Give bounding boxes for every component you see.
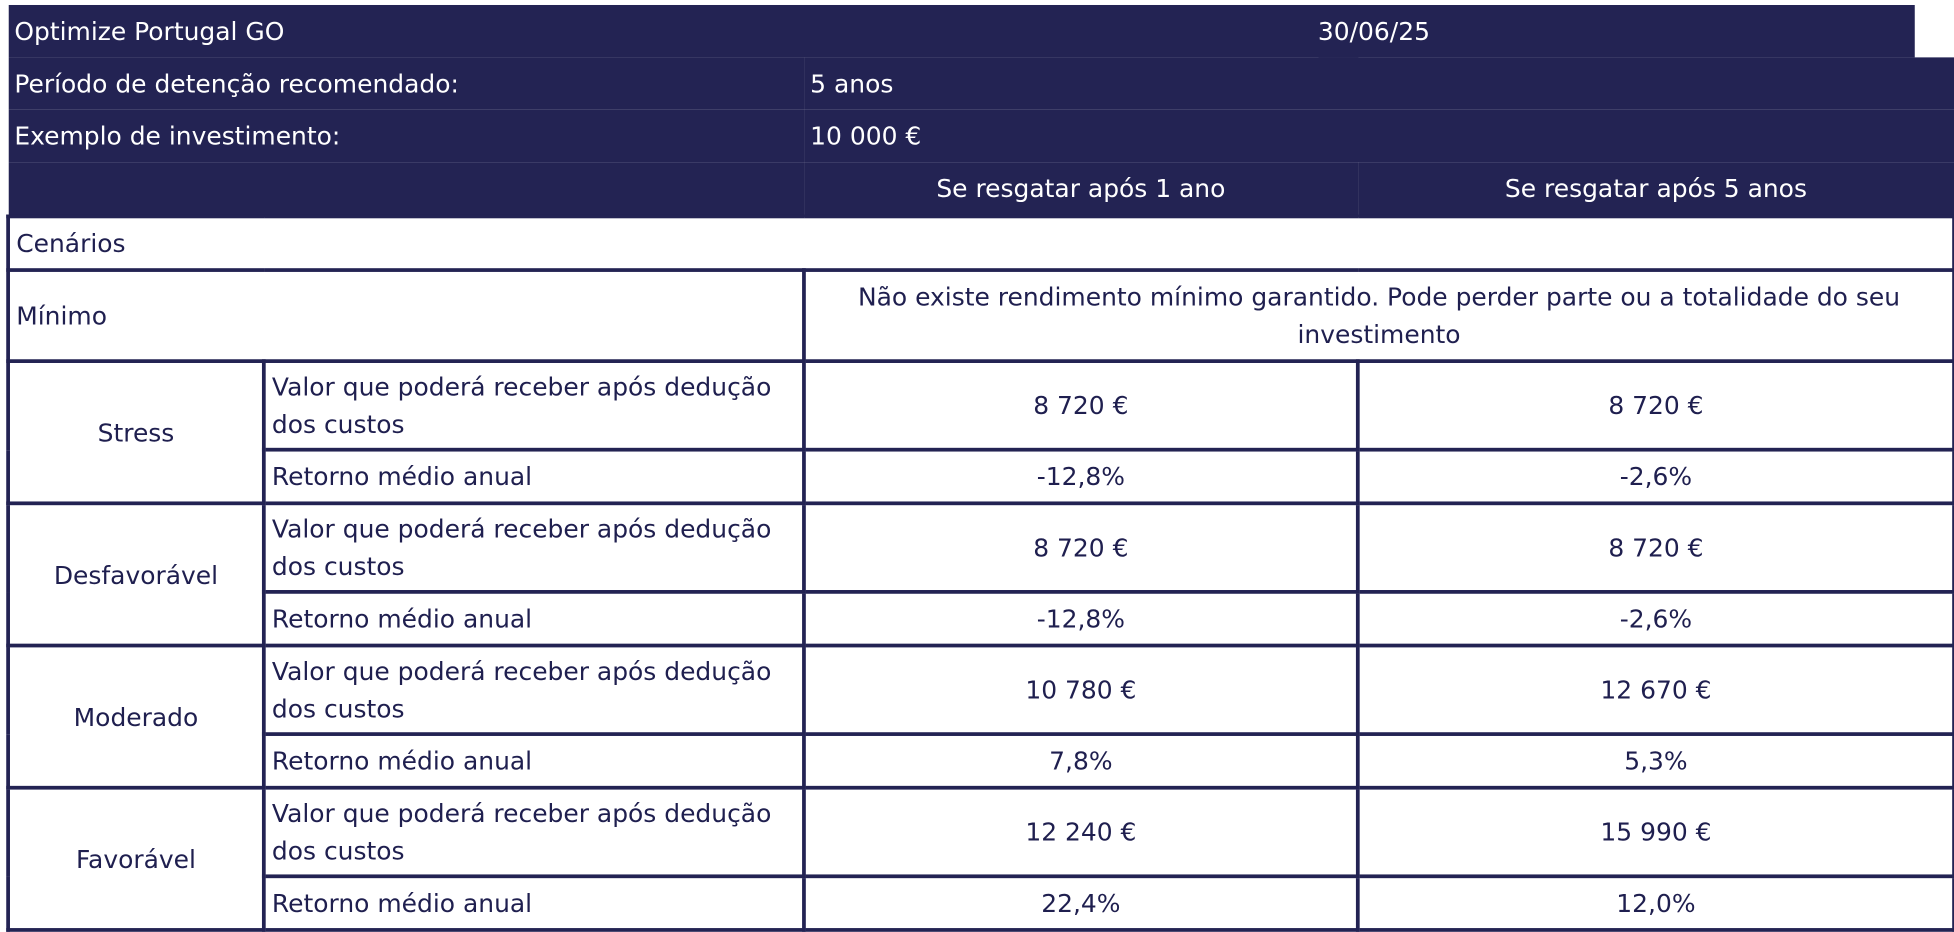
average-annual-return-label: Retorno médio anual [264,876,804,930]
favourable-return-5-years: 12,0% [1358,876,1954,930]
scenario-unfavourable-value-row [8,503,1954,592]
scenario-unfavourable-name: Desfavorável [8,503,264,645]
average-annual-return-label: Retorno médio anual [264,592,804,646]
scenario-favourable-name: Favorável [8,788,264,930]
scenario-favourable-value-row [8,788,1954,877]
value-after-costs-label: Valor que poderá receber após dedução dos custos [264,788,804,877]
moderate-return-1-year: 7,8% [804,734,1358,788]
scenarios-label: Cenários [8,216,1954,270]
stress-return-5-years: -2,6% [1358,450,1954,504]
scenario-moderate-return-row [8,734,1954,788]
minimum-text: Não existe rendimento mínimo garantido. Pode perder parte ou a totalidade do seu investimento [804,270,1954,361]
stress-value-1-year: 8 720 € [804,361,1358,450]
value-after-costs-label: Valor que poderá receber após dedução dos custos [264,361,804,450]
average-annual-return-label: Retorno médio anual [264,734,804,788]
favourable-value-5-years: 15 990 € [1358,788,1954,877]
report-date: 30/06/25 [1318,5,1914,57]
scenario-moderate-name: Moderado [8,646,264,788]
unfavourable-return-1-year: -12,8% [804,592,1358,646]
moderate-return-5-years: 5,3% [1358,734,1954,788]
minimum-label: Mínimo [8,270,804,361]
holding-period-value: 5 anos [804,57,1954,109]
value-after-costs-label: Valor que poderá receber após dedução dos custos [264,503,804,592]
product-name: Optimize Portugal GO [8,5,1358,57]
unfavourable-return-5-years: -2,6% [1358,592,1954,646]
scenario-favourable-return-row [8,876,1954,930]
column-header-5-years: Se resgatar após 5 anos [1358,162,1954,216]
scenario-moderate-value-row [8,646,1954,735]
header-row-title [8,5,1954,57]
investment-label: Exemplo de investimento: [8,110,804,162]
scenario-stress-name: Stress [8,361,264,503]
stress-value-5-years: 8 720 € [1358,361,1954,450]
scenario-unfavourable-return-row [8,592,1954,646]
holding-period-label: Período de detenção recomendado: [8,57,804,109]
header-row-columns [8,162,1954,216]
unfavourable-value-1-year: 8 720 € [804,503,1358,592]
stress-return-1-year: -12,8% [804,450,1358,504]
minimum-row [8,270,1954,361]
investment-value: 10 000 € [804,110,1954,162]
value-after-costs-label: Valor que poderá receber após dedução dos custos [264,646,804,735]
scenario-stress-return-row [8,450,1954,504]
favourable-return-1-year: 22,4% [804,876,1358,930]
average-annual-return-label: Retorno médio anual [264,450,804,504]
scenarios-heading-row [8,216,1954,270]
column-header-1-year: Se resgatar após 1 ano [804,162,1358,216]
moderate-value-5-years: 12 670 € [1358,646,1954,735]
header-row-holding-period [8,57,1954,109]
moderate-value-1-year: 10 780 € [804,646,1358,735]
favourable-value-1-year: 12 240 € [804,788,1358,877]
header-row-investment [8,110,1954,162]
performance-scenarios-table [6,5,1954,932]
unfavourable-value-5-years: 8 720 € [1358,503,1954,592]
scenario-stress-value-row [8,361,1954,450]
